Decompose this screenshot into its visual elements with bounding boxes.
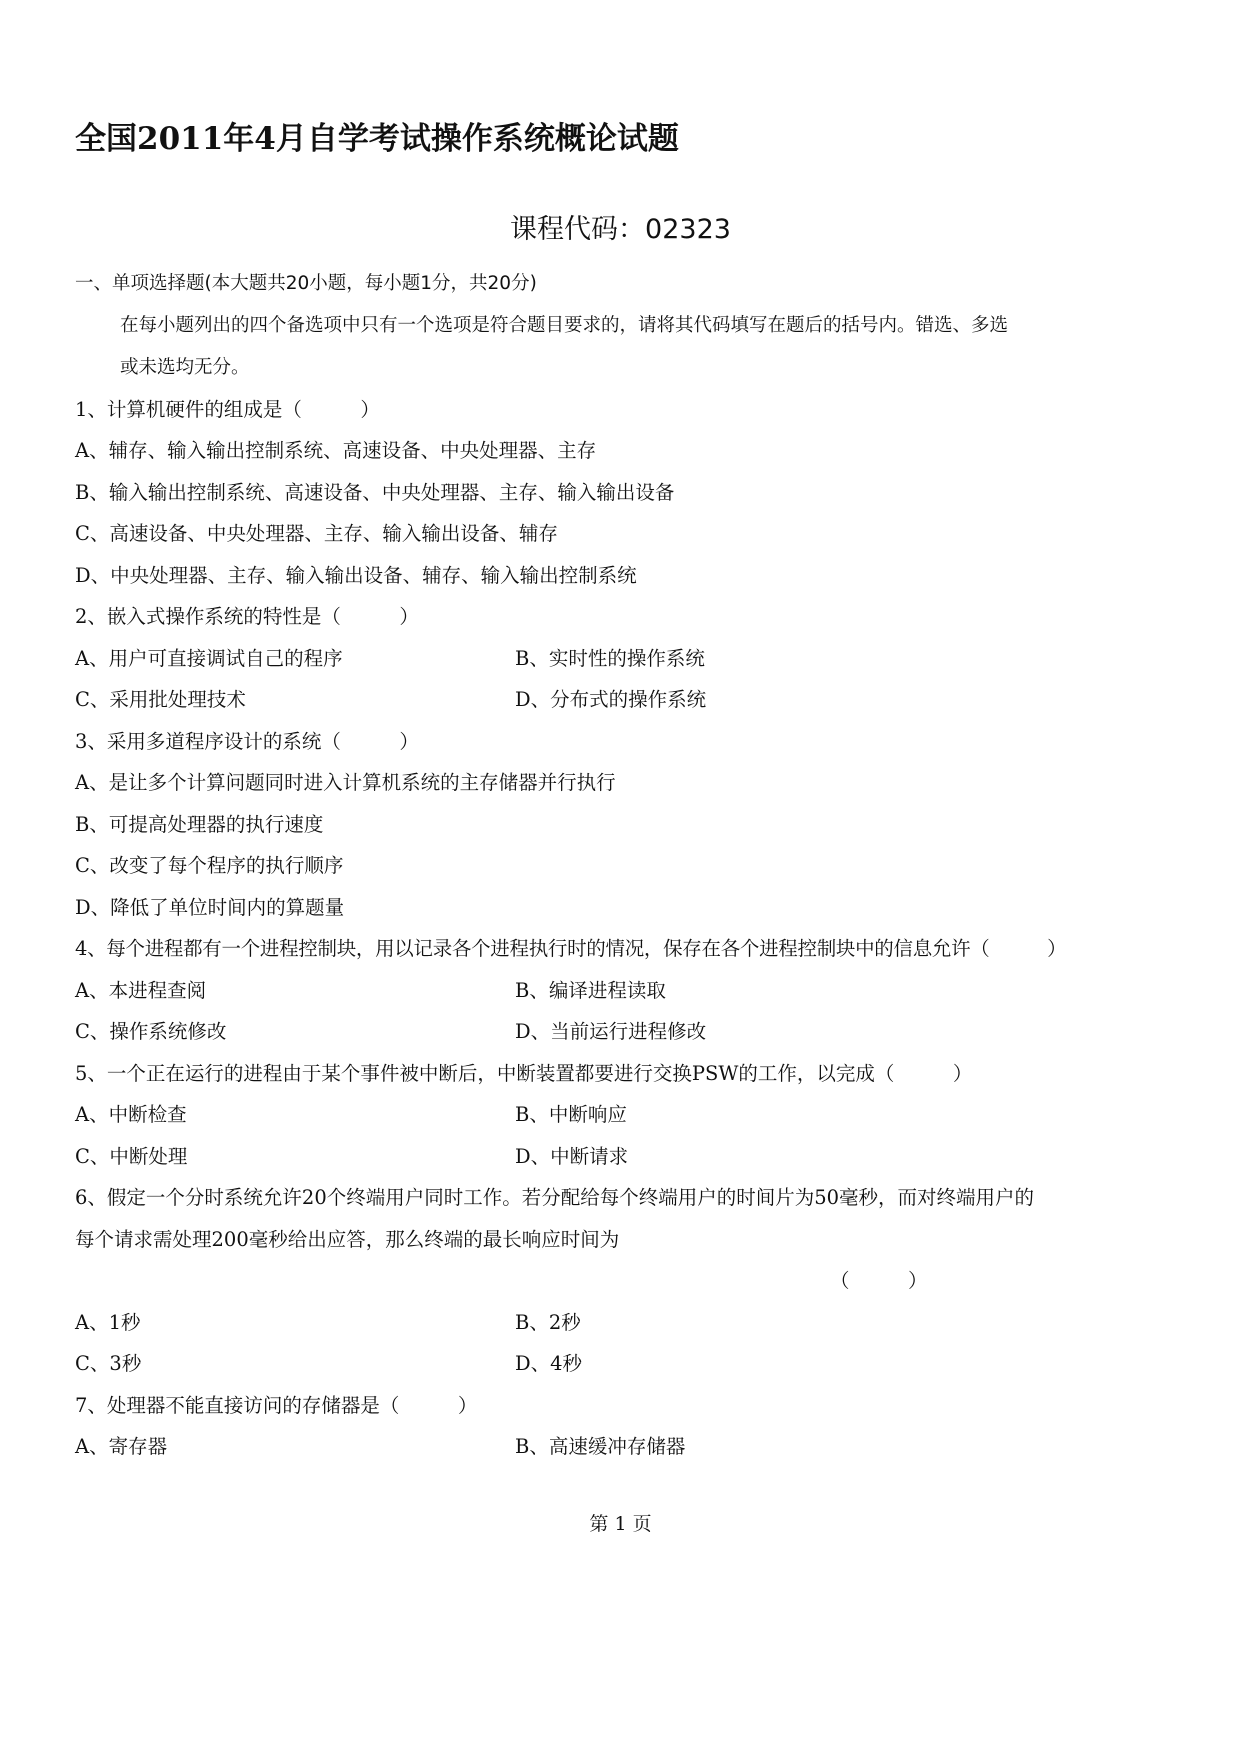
question-1-option-b: B、输入输出控制系统、高速设备、中央处理器、主存、输入输出设备 [75,481,675,504]
question-4-option-a: A、本进程查阅 [75,979,207,1002]
question-4-stem: 4、每个进程都有一个进程控制块，用以记录各个进程执行时的情况，保存在各个进程控制块中的信息允许（ ） [75,937,1067,960]
question-3-option-c: C、改变了每个程序的执行顺序 [75,854,344,877]
question-6-option-c: C、3秒 [75,1352,142,1375]
question-5-option-b: B、中断响应 [515,1103,627,1126]
question-7-stem: 7、处理器不能直接访问的存储器是（ ） [75,1394,478,1417]
question-5-stem: 5、一个正在运行的进程由于某个事件被中断后，中断装置都要进行交换PSW的工作，以完成（ ） [75,1062,973,1085]
question-3-option-b: B、可提高处理器的执行速度 [75,813,324,836]
section-heading: 一、单项选择题(本大题共20小题，每小题1分，共20分) [75,273,537,294]
question-6-option-d: D、4秒 [515,1352,583,1375]
question-1-option-a: A、辅存、输入输出控制系统、高速设备、中央处理器、主存 [75,439,597,462]
question-2-option-b: B、实时性的操作系统 [515,647,705,670]
page-title: 全国2011年4月自学考试操作系统概论试题 [75,121,679,157]
question-3-option-a: A、是让多个计算问题同时进入计算机系统的主存储器并行执行 [75,771,616,794]
question-1-option-c: C、高速设备、中央处理器、主存、输入输出设备、辅存 [75,522,558,545]
question-2-option-a: A、用户可直接调试自己的程序 [75,647,343,670]
course-code: 课程代码：02323 [510,214,731,245]
question-7-option-a: A、寄存器 [75,1435,168,1458]
question-1-stem: 1、计算机硬件的组成是（ ） [75,398,380,421]
question-6-answer-parentheses: （ ） [830,1269,928,1292]
question-2-option-d: D、分布式的操作系统 [515,688,707,711]
question-1-option-d: D、中央处理器、主存、输入输出设备、辅存、输入输出控制系统 [75,564,637,587]
question-6-stem-line-2: 每个请求需处理200毫秒给出应答，那么终端的最长响应时间为 [75,1228,620,1251]
question-5-option-d: D、中断请求 [515,1145,629,1168]
question-6-option-b: B、2秒 [515,1311,581,1334]
question-2-option-c: C、采用批处理技术 [75,688,246,711]
question-5-option-c: C、中断处理 [75,1145,188,1168]
section-instructions-line-1: 在每小题列出的四个备选项中只有一个选项是符合题目要求的，请将其代码填写在题后的括号内。错选、多选 [120,315,1009,336]
question-6-stem-line-1: 6、假定一个分时系统允许20个终端用户同时工作。若分配给每个终端用户的时间片为50毫秒，而对终端用户的 [75,1186,1035,1209]
question-7-option-b: B、高速缓冲存储器 [515,1435,686,1458]
question-4-option-c: C、操作系统修改 [75,1020,227,1043]
question-4-option-d: D、当前运行进程修改 [515,1020,707,1043]
question-6-option-a: A、1秒 [75,1311,141,1334]
question-3-option-d: D、降低了单位时间内的算题量 [75,896,345,919]
question-3-stem: 3、采用多道程序设计的系统（ ） [75,730,419,753]
question-2-stem: 2、嵌入式操作系统的特性是（ ） [75,605,419,628]
page-number-footer: 第 1 页 [589,1513,652,1535]
question-4-option-b: B、编译进程读取 [515,979,666,1002]
section-instructions-line-2: 或未选均无分。 [120,357,250,378]
question-5-option-a: A、中断检查 [75,1103,187,1126]
